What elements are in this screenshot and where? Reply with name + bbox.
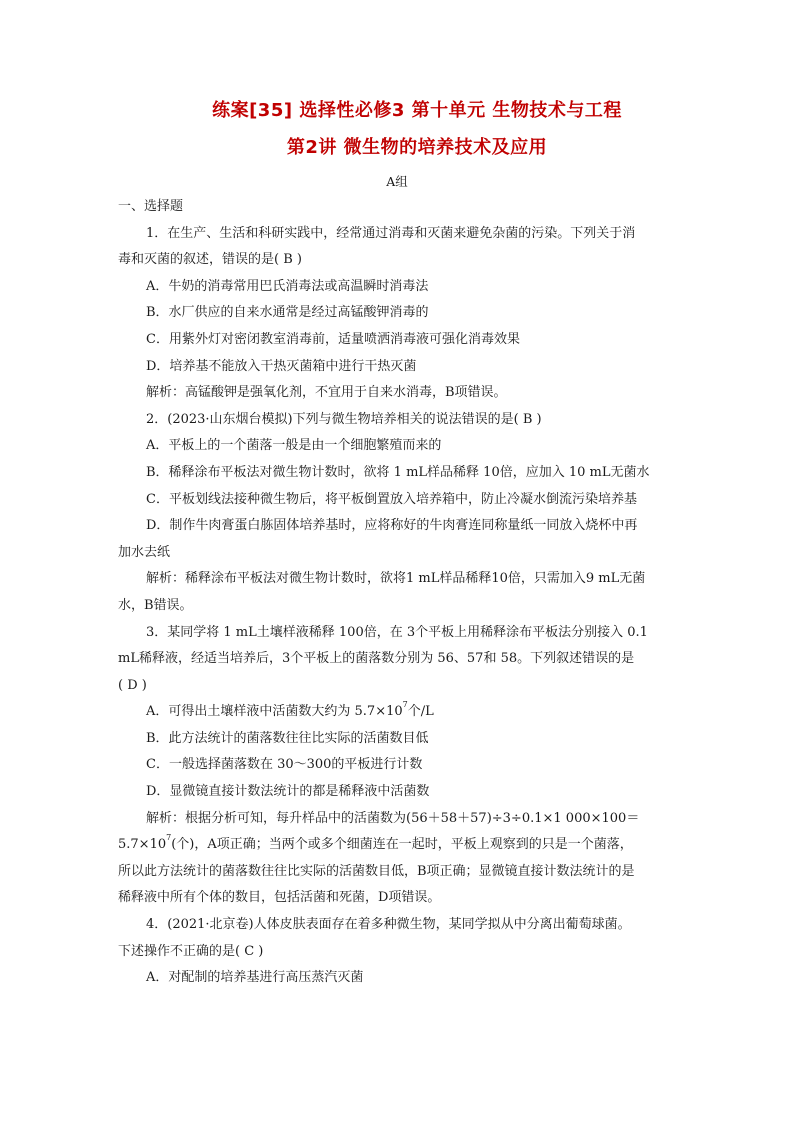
- document-body: [118, 194, 682, 992]
- q3-option-a-unit: 个/L: [407, 704, 434, 720]
- group-label: A组: [386, 174, 408, 189]
- q3-analysis-exponent: 7: [166, 833, 172, 843]
- q2-analysis-line2: 水，B错误。: [118, 597, 193, 613]
- q4-option-a: A．对配制的培养基进行高压蒸汽灭菌: [146, 970, 364, 986]
- q2-option-a: A．平板上的一个菌落一般是由一个细胞繁殖而来的: [146, 438, 442, 454]
- q3-stem-line3: ( D ): [118, 677, 147, 693]
- q3-option-b: B．此方法统计的菌落数往往比实际的活菌数目低: [146, 730, 429, 746]
- q3-analysis-line1: 解析：根据分析可知，每升样品中的活菌数为(56＋58＋57)÷3÷0.1×1 000×100＝: [146, 810, 640, 826]
- q1-stem-line1: 1．在生产、生活和科研实践中，经常通过消毒和灭菌来避免杂菌的污染。下列关于消: [146, 225, 636, 241]
- q2-option-d-line2: 加水去纸: [118, 544, 171, 560]
- q3-analysis-line2: [118, 832, 682, 859]
- q3-option-c: C．一般选择菌落数在 30～300的平板进行计数: [146, 757, 423, 773]
- q2-option-b: B．稀释涂布平板法对微生物计数时，欲将 1 mL样品稀释 10倍，应加入 10 mL无菌水: [146, 464, 650, 480]
- q2-stem: 2．(2023·山东烟台模拟)下列与微生物培养相关的说法错误的是( B ): [146, 411, 542, 427]
- q3-analysis-line4: 稀释液中所有个体的数目，包括活菌和死菌，D项错误。: [118, 890, 441, 906]
- q1-option-d: D．培养基不能放入干热灭菌箱中进行干热灭菌: [146, 358, 417, 374]
- q3-option-a-text: A．可得出土壤样液中活菌数大约为 5.7×10: [146, 704, 403, 720]
- q3-analysis-value: 5.7×10: [118, 837, 167, 853]
- q2-analysis-line1: 解析：稀释涂布平板法对微生物计数时，欲将1 mL样品稀释10倍，只需加入9 mL无菌: [146, 571, 646, 587]
- q3-option-d: D．显微镜直接计数法统计的都是稀释液中活菌数: [146, 784, 430, 800]
- q3-stem-line1: 3．某同学将 1 mL土壤样液稀释 100倍，在 3个平板上用稀释涂布平板法分别接入 0.1: [146, 624, 648, 640]
- q2-option-d-line1: D．制作牛肉膏蛋白胨固体培养基时，应将称好的牛肉膏连同称量纸一同放入烧杯中再: [146, 518, 638, 534]
- q4-stem-line1: 4．(2021·北京卷)人体皮肤表面存在着多种微生物，某同学拟从中分离出葡萄球菌。: [146, 917, 631, 933]
- q3-option-a-exponent: 7: [402, 700, 408, 710]
- q2-option-c: C．平板划线法接种微生物后，将平板倒置放入培养箱中，防止冷凝水倒流污染培养基: [146, 491, 637, 507]
- q1-option-c: C．用紫外灯对密闭教室消毒前，适量喷洒消毒液可强化消毒效果: [146, 331, 520, 347]
- q3-stem-line2: mL稀释液，经适当培养后，3个平板上的菌落数分别为 56、57和 58。下列叙述错误的是: [118, 651, 635, 667]
- document-title: 练案[35] 选择性必修3 第十单元 生物技术与工程: [212, 100, 622, 121]
- q1-option-a: A．牛奶的消毒常用巴氏消毒法或高温瞬时消毒法: [146, 278, 429, 294]
- q4-stem-line2: 下述操作不正确的是( C ): [118, 943, 264, 959]
- section-heading: 一、选择题: [118, 199, 184, 214]
- q3-analysis-text: (个)，A项正确；当两个或多个细菌连在一起时，平板上观察到的只是一个菌落，: [171, 837, 633, 853]
- q3-option-a: [118, 699, 682, 726]
- q1-analysis: 解析：高锰酸钾是强氧化剂，不宜用于自来水消毒，B项错误。: [146, 385, 507, 401]
- q1-option-b: B．水厂供应的自来水通常是经过高锰酸钾消毒的: [146, 305, 429, 321]
- lesson-title: 第2讲 微生物的培养技术及应用: [286, 137, 548, 158]
- q3-analysis-line3: 所以此方法统计的菌落数往往比实际的活菌数目低，B项正确；显微镜直接计数法统计的是: [118, 863, 635, 879]
- q1-stem-line2: 毒和灭菌的叙述，错误的是( B ): [118, 252, 302, 268]
